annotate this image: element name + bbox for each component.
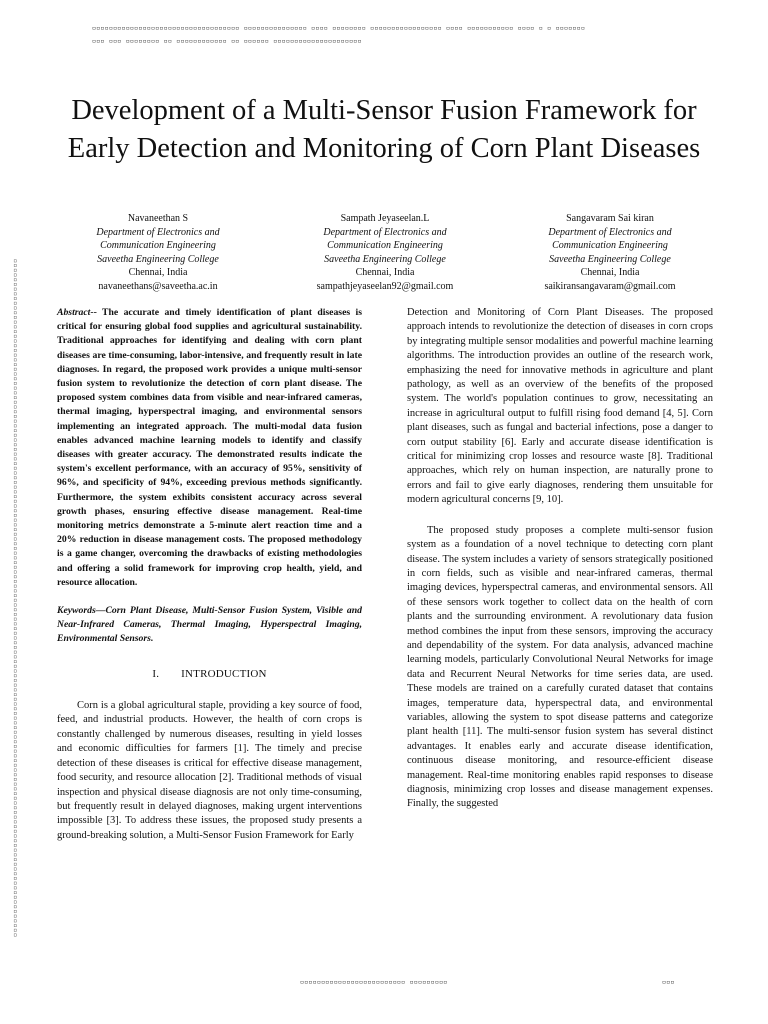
author-college: Saveetha Engineering College	[549, 253, 671, 265]
header-line-1: ▫▫▫▫▫▫▫▫▫▫▫▫▫▫▫▫▫▫▫▫▫▫▫▫▫▫▫▫▫▫▫▫▫▫▫ ▫▫▫▫▫▫▫▫▫▫▫▫▫▫▫ ▫▫▫▫ ▫▫▫▫▫▫▫▫ ▫▫▫▫▫▫▫▫▫▫▫▫▫▫▫▫▫ ▫▫▫▫ ▫▫▫▫▫▫▫▫▫▫▫ ▫▫▫▫ ▫ ▫ ▫▫▫▫▫▫▫	[92, 24, 586, 32]
intro-paragraph-3: The proposed study proposes a complete multi-sensor fusion system as a foundation of a novel technique to detecting corn plant disease. The system includes a variety of sensors strategically positioned in corn fields, such as visible and near-infrared cameras, thermal imaging devices, hyperspectral cameras, and environmental sensors. All of these sensors work together to collect data on the health of corn plants and the surrounding environment. A revolutionary data fusion method combines the input from these sensors, improving the accuracy and dependability of the system. For data analysis, advanced machine learning models, particularly Convolutional Neural Networks for image data and Recurrent Neural Networks for time series data, are used. These models are trained on a carefully curated dataset that contains images, temperature data, hyperspectral data, and environmental variables, allowing the system to spot disease patterns and categorize plant health [11]. The multi-sensor fusion system has several distinct advantages. It enables early and accurate disease identification, continuous disease monitoring, and resource-efficient disease management. Real-time monitoring enables rapid responses to disease diagnosis, minimizing crop losses and disease management expenses. Finally, the suggested	[407, 524, 713, 810]
paper-title: Development of a Multi-Sensor Fusion Framework for Early Detection and Monitoring of Corn Plant Diseases	[67, 95, 701, 164]
section-heading-introduction	[57, 667, 362, 681]
abstract-text: -- The accurate and timely identification of plant diseases is critical for ensuring global food supplies and agricultural sustainability. Traditional approaches for identifying and dealing with corn plant diseases are time-consuming, labor-intensive, and frequently result in late diagnoses. In regard, the proposed work provides a unique multi-sensor fusion system to revolutionize the detection of corn plant disease. The proposed system combines data from visible and near-infrared cameras, thermal imaging, hyperspectral imaging, and environmental sensors implementing an integrated approach. The multi-modal data fusion enables advanced machine learning models to identify and classify diseases with greater accuracy. The demonstrated results indicate the system's excellent performance, with an accuracy of 95%, sensitivity of 96%, and specificity of 94%, exceeding previous methods significantly. Furthermore, the system exhibits consistent accuracy across several growth phases, ensuring effective disease management. Real-time monitoring metrics demonstrate a 5-minute alert reaction time and a 20% reduction in disease management costs. The proposed methodology is a game changer, overcoming the drawbacks of existing methodologies and offering a solid framework for improving crop health, yield, and resource allocation.	[57, 307, 362, 588]
keywords: Keywords—Corn Plant Disease, Multi-Sensor Fusion System, Visible and Near-Infrared Cameras, Thermal Imaging, Hyperspectral Imaging, Environmental Sensors.	[57, 605, 362, 645]
author-block-2	[279, 212, 491, 294]
author-name: Navaneethan S	[127, 213, 189, 224]
author-college: Saveetha Engineering College	[97, 253, 219, 265]
author-dept: Department of Electronics and	[96, 226, 220, 238]
section-number: I.	[152, 667, 160, 680]
intro-paragraph-2: Detection and Monitoring of Corn Plant Diseases. The proposed approach intends to revolutionize the detection of diseases in corn crops by integrating multiple sensor modalities and powerful machine learning algorithms. The introduction provides an outline of the research work, emphasizing the need for innovative methods in agriculture and plant pathology, as well as an overview of the benefits of the proposed system. The world's population continues to grow, necessitating an increase in agricultural output to fulfill rising food demand [4, 5]. Corn plant diseases, such as fungal and bacterial infections, pose a danger to corn output stability [6]. Early and accurate disease identification is critical for minimizing crop losses and resource waste [8]. Traditional approaches, which rely on human inspection, are naturally prone to errors and fail to give early diagnoses, rendering them unsuitable for modern agricultural concerns [9, 10].	[407, 307, 713, 506]
author-block-1	[52, 212, 264, 294]
section-title: INTRODUCTION	[181, 667, 267, 680]
author-name: Sangavaram Sai kiran	[566, 213, 654, 224]
author-name: Sampath Jeyaseelan.L	[340, 213, 430, 224]
author-email: saikiransangavaram@gmail.com	[544, 280, 676, 292]
page-number: ▫▫▫	[662, 978, 675, 986]
author-dept: Department of Electronics and	[548, 226, 672, 238]
abstract-label: Abstract	[57, 307, 91, 318]
author-city: Chennai, India	[355, 267, 415, 279]
side-stamp	[8, 100, 22, 940]
author-city: Chennai, India	[128, 267, 188, 279]
author-email: sampathjeyaseelan92@gmail.com	[316, 280, 454, 292]
author-dept: Communication Engineering	[327, 240, 443, 252]
abstract	[57, 306, 362, 590]
author-dept: Communication Engineering	[100, 240, 216, 252]
author-city: Chennai, India	[580, 267, 640, 279]
footer-text: ▫▫▫▫▫▫▫▫▫▫▫▫▫▫▫▫▫▫▫▫▫▫▫▫▫ ▫▫▫▫▫▫▫▫▫	[300, 978, 448, 986]
author-block-3	[504, 212, 716, 294]
author-dept: Communication Engineering	[552, 240, 668, 252]
author-email: navaneethans@saveetha.ac.in	[98, 280, 218, 292]
side-stamp-text: ▫▫▫▫▫▫▫▫▫▫▫▫▫▫▫▫▫▫▫▫▫▫▫▫▫▫▫▫▫▫▫▫▫▫▫▫▫▫▫▫▫▫▫▫▫▫▫▫▫▫▫▫▫▫▫▫▫▫▫▫▫▫▫▫▫▫▫▫▫▫▫▫▫▫▫▫▫▫▫▫▫▫▫▫▫▫▫▫▫▫▫▫▫▫▫▫▫▫▫▫▫▫▫▫▫▫▫▫▫▫▫▫▫▫▫▫▫▫▫▫▫▫▫▫▫▫▫▫▫▫▫▫▫▫▫▫▫▫▫▫▫▫▫▫	[11, 258, 19, 937]
header-line-2: ▫▫▫ ▫▫▫ ▫▫▫▫▫▫▫▫ ▫▫ ▫▫▫▫▫▫▫▫▫▫▫▫ ▫▫ ▫▫▫▫▫▫ ▫▫▫▫▫▫▫▫▫▫▫▫▫▫▫▫▫▫▫▫▫	[92, 37, 362, 45]
right-column	[407, 306, 713, 812]
author-college: Saveetha Engineering College	[324, 253, 446, 265]
left-column	[57, 306, 362, 843]
author-dept: Department of Electronics and	[323, 226, 447, 238]
intro-paragraph-1: Corn is a global agricultural staple, providing a key source of food, feed, and industrial products. However, the health of corn crops is constantly challenged by numerous diseases, resulting in yield losses and economic difficulties for farmers [1]. The timely and precise detection of these diseases is critical for effective disease management, food security, and resource allocation [2]. Traditional methods of visual inspection and physical disease diagnosis are not only time-consuming, but frequently result in delayed diagnoses, making urgent interventions impossible [3]. To address these issues, the proposed study presents a ground-breaking solution, a Multi-Sensor Fusion Framework for Early	[57, 700, 362, 841]
